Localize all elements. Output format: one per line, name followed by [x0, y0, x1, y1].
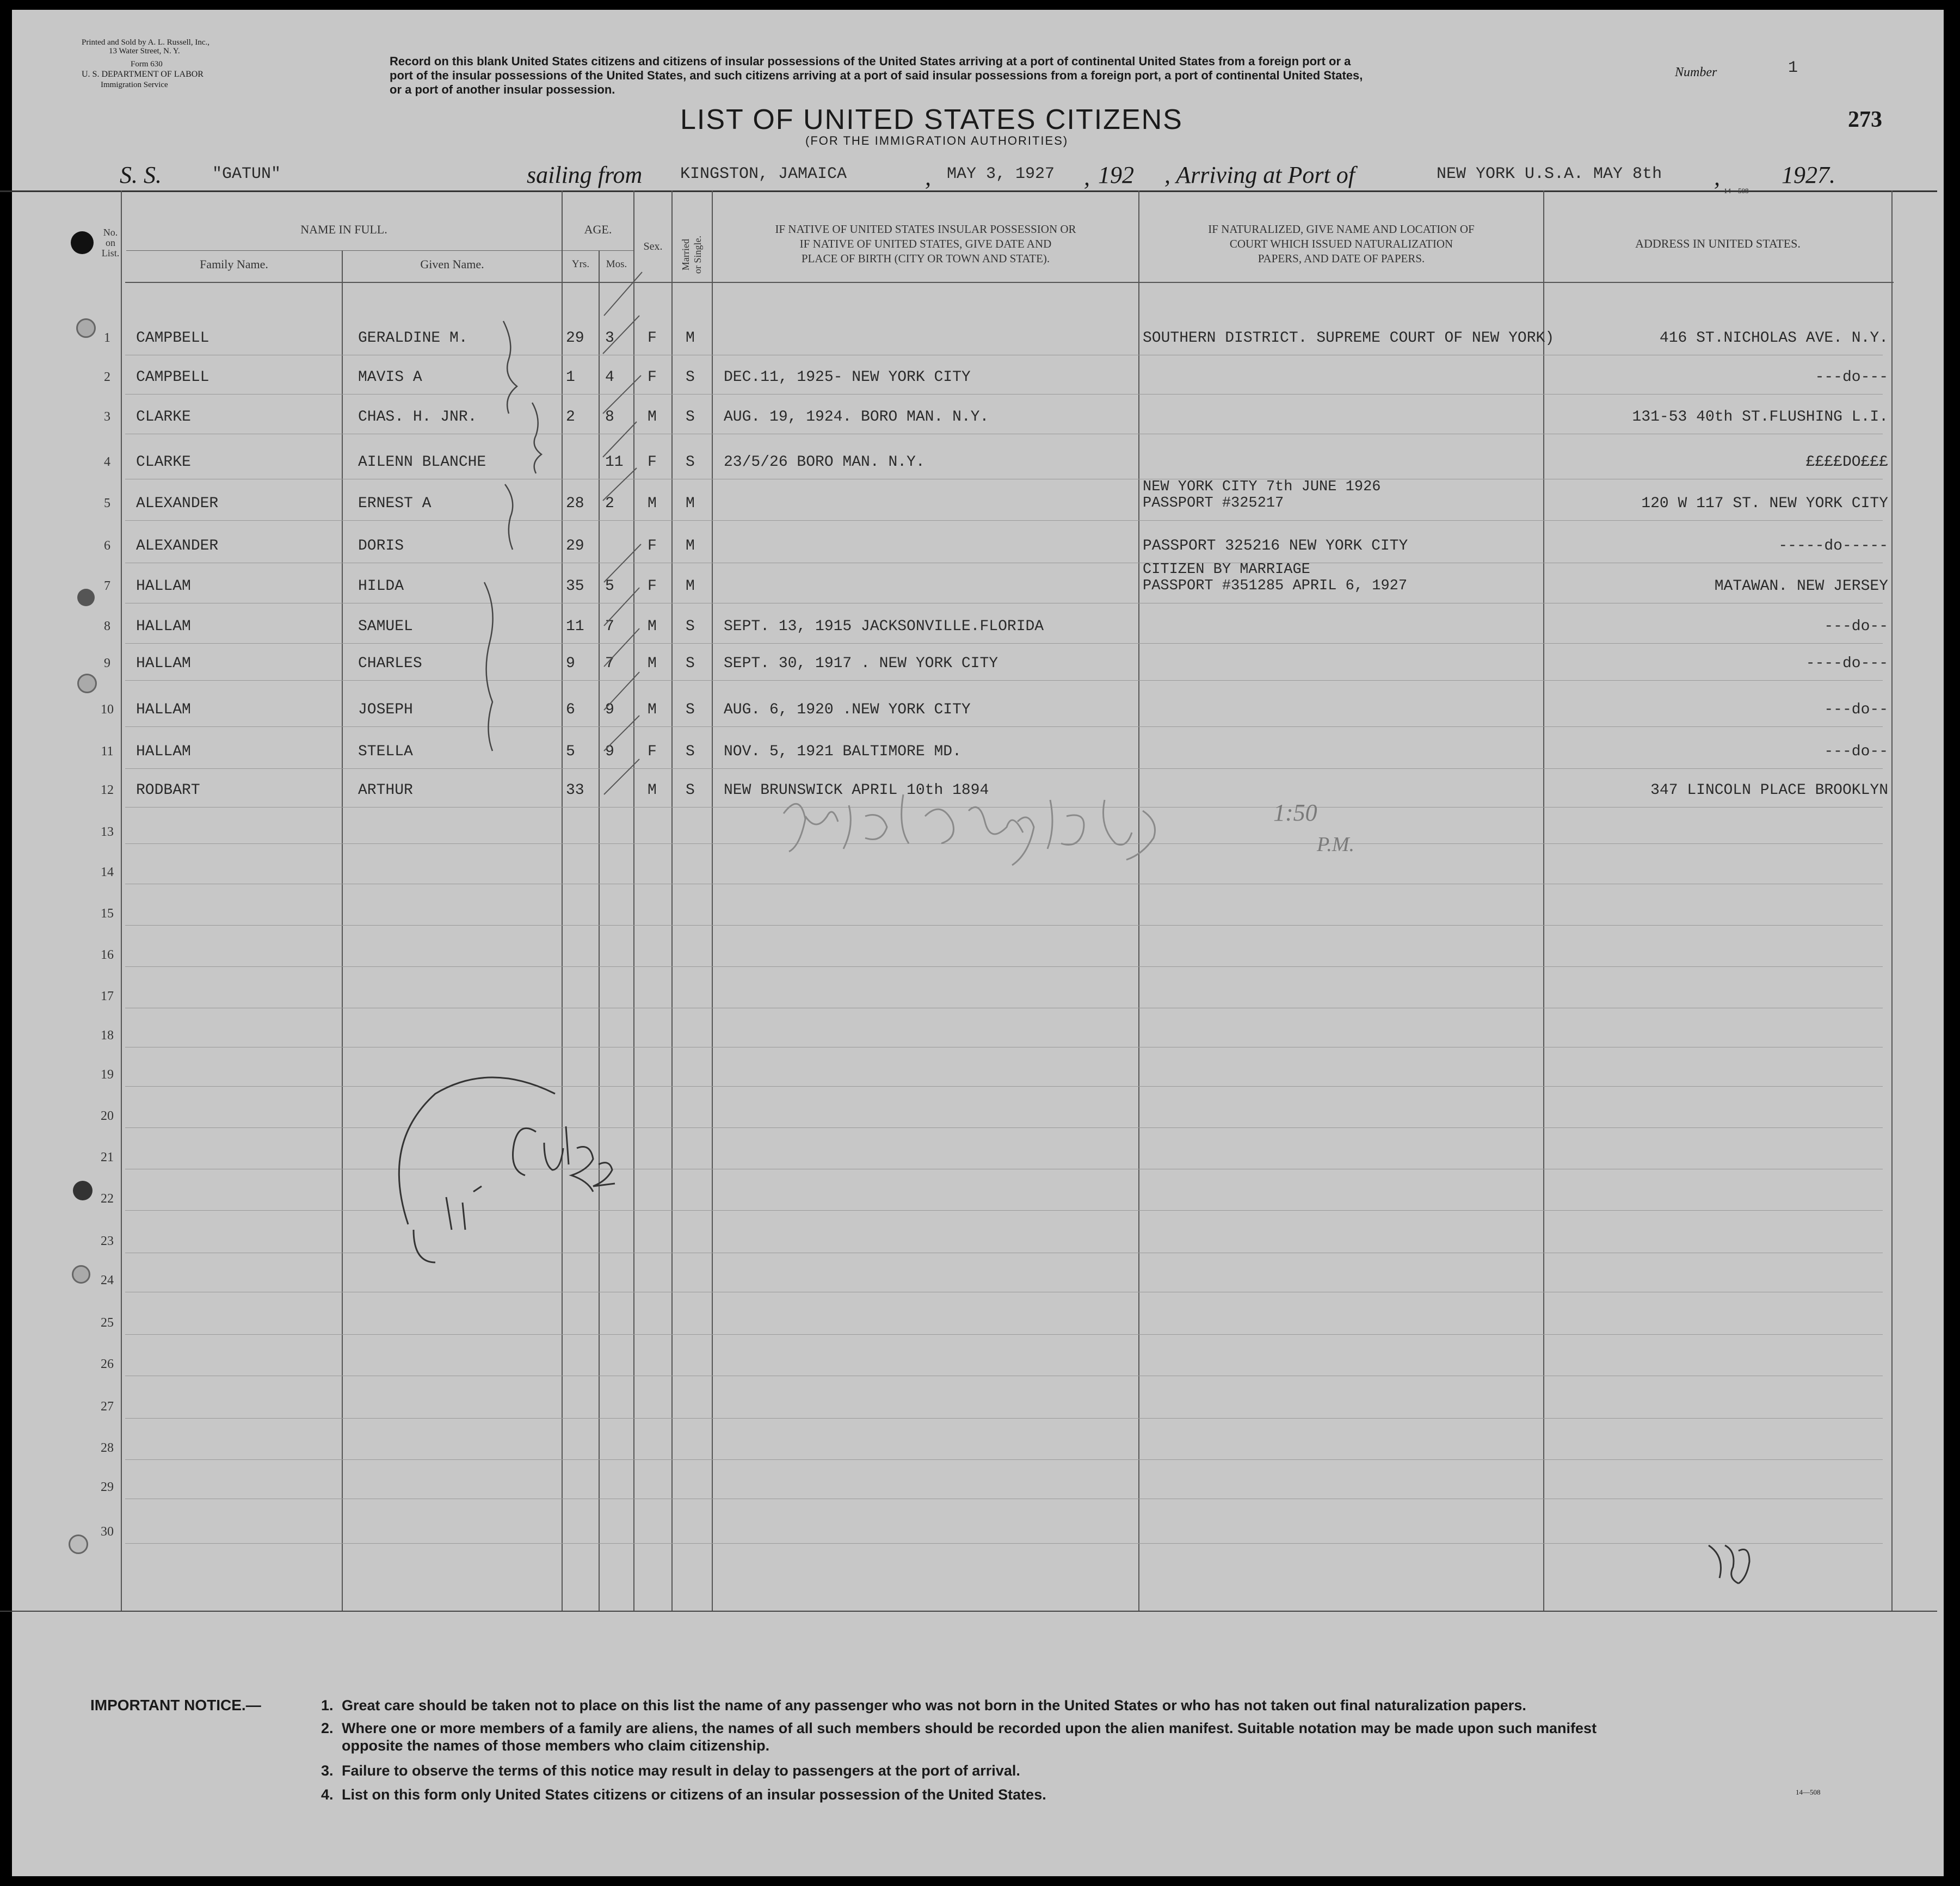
col-age: AGE. [584, 223, 612, 236]
cell-mos: 2 [605, 495, 614, 512]
cell-ms: S [686, 409, 695, 426]
sailing-date: MAY 3, 1927 [947, 165, 1055, 183]
cell-sex: F [648, 369, 657, 386]
row-number: 15 [101, 907, 114, 921]
col-given-name: Given Name. [420, 257, 484, 271]
naturalization-line: PASSPORT #351285 APRIL 6, 1927 [1143, 578, 1408, 594]
row-number: 30 [101, 1525, 114, 1539]
cell-mos: 7 [605, 618, 614, 635]
cell-yrs: 35 [566, 578, 584, 595]
page-number: 273 [1848, 107, 1882, 132]
notice-text: opposite the names of those members who claim citizenship. [342, 1737, 770, 1754]
notice-text: Failure to observe the terms of this notice may result in delay to passengers at the port of arrival. [342, 1762, 1020, 1779]
cell-mos: 7 [605, 655, 614, 672]
row-number: 14 [101, 865, 114, 879]
cell-family: ALEXANDER [136, 538, 219, 554]
cell-yrs: 29 [566, 538, 584, 554]
cell-addr: 131-53 40th ST.FLUSHING L.I. [1632, 409, 1888, 426]
cell-yrs: 9 [566, 655, 575, 672]
header-text: or Single. [692, 236, 703, 274]
cell-given: STELLA [358, 743, 413, 760]
cell-given: ERNEST A [358, 495, 432, 512]
form-subtitle: (FOR THE IMMIGRATION AUTHORITIES) [805, 134, 1069, 147]
row-number: 24 [101, 1273, 114, 1287]
row-number: 22 [101, 1192, 114, 1206]
cell-yrs: 11 [566, 618, 584, 635]
notice-num: 1. [321, 1697, 334, 1714]
cell-sex: M [648, 409, 657, 426]
cell-ms: S [686, 369, 695, 386]
cell-yrs: 1 [566, 369, 575, 386]
cell-given: SAMUEL [358, 618, 413, 635]
cell-addr: 347 LINCOLN PLACE BROOKLYN [1650, 782, 1888, 799]
cell-birth: AUG. 6, 1920 .NEW YORK CITY [724, 701, 971, 718]
row-number: 3 [104, 410, 110, 424]
number-value: 1 [1788, 59, 1798, 77]
notice-num: 2. [321, 1720, 334, 1736]
printer-line: Printed and Sold by A. L. Russell, Inc., [82, 38, 209, 47]
notice-text: Where one or more members of a family are aliens, the names of all such members should be recorded upon the alien manifest. Suitable notation may be made upon such manifest [342, 1720, 1597, 1736]
cell-sex: F [648, 743, 657, 760]
sailing-from-label: sailing from [527, 162, 643, 188]
col-address: ADDRESS IN UNITED STATES. [1635, 237, 1801, 250]
cell-addr: ---do-- [1824, 743, 1888, 760]
cell-ms: M [686, 578, 695, 595]
punch-hole [76, 318, 96, 338]
header-text: Married [680, 239, 691, 270]
cell-birth: DEC.11, 1925- NEW YORK CITY [724, 369, 971, 386]
naturalization-line: PASSPORT #325217 [1143, 495, 1284, 511]
cell-nat: PASSPORT 325216 NEW YORK CITY [1143, 538, 1408, 554]
header-text: IF NATIVE OF UNITED STATES, GIVE DATE AND [799, 237, 1052, 250]
cell-ms: M [686, 330, 695, 347]
record-line: Record on this blank United States citizens and citizens of insular possessions of the United States arriving at a port of continental United States from a foreign port or a [390, 54, 1351, 68]
arrival-year: 1927. [1782, 162, 1835, 188]
header-text: PLACE OF BIRTH (CITY OR TOWN AND STATE). [801, 252, 1050, 265]
inspector-signature [784, 794, 1155, 865]
cell-addr: 416 ST.NICHOLAS AVE. N.Y. [1659, 330, 1888, 347]
cell-ms: S [686, 618, 695, 635]
cell-sex: F [648, 578, 657, 595]
cell-birth: 23/5/26 BORO MAN. N.Y. [724, 454, 925, 471]
punch-hole [71, 231, 94, 254]
row-number: 29 [101, 1480, 114, 1494]
row-number: 5 [104, 496, 110, 510]
punch-hole [69, 1534, 88, 1554]
row-number: 19 [101, 1068, 114, 1082]
cell-given: CHARLES [358, 655, 422, 672]
cell-mos: 9 [605, 701, 614, 718]
punch-hole [72, 1265, 90, 1284]
header-text: IF NATIVE OF UNITED STATES INSULAR POSSESSION OR [775, 223, 1076, 236]
cell-family: CLARKE [136, 409, 191, 426]
row-number: 21 [101, 1150, 114, 1164]
printer-line: Form 630 [131, 60, 163, 69]
cell-yrs: 33 [566, 782, 584, 799]
printer-line: 13 Water Street, N. Y. [109, 47, 180, 56]
form-title: LIST OF UNITED STATES CITIZENS [680, 104, 1183, 135]
col-name-in-full: NAME IN FULL. [300, 223, 387, 236]
cell-yrs: 2 [566, 409, 575, 426]
cell-mos: 9 [605, 743, 614, 760]
cell-mos: 11 [605, 454, 624, 471]
cell-given: CHAS. H. JNR. [358, 409, 477, 426]
header-text: IF NATURALIZED, GIVE NAME AND LOCATION OF [1208, 223, 1475, 236]
cell-sex: M [648, 655, 657, 672]
row-number: 17 [101, 989, 114, 1003]
notice-num: 3. [321, 1762, 334, 1779]
row-number: 10 [101, 702, 114, 717]
col-years: Yrs. [571, 258, 590, 270]
header-text: COURT WHICH ISSUED NATURALIZATION [1229, 237, 1453, 250]
comma: , [925, 164, 931, 190]
cell-ms: S [686, 454, 695, 471]
row-number: 25 [101, 1316, 114, 1330]
cell-sex: M [648, 701, 657, 718]
cell-family: HALLAM [136, 618, 191, 635]
cell-addr: ----do--- [1805, 655, 1888, 672]
row-number: 26 [101, 1357, 114, 1371]
cell-given: DORIS [358, 538, 404, 554]
cell-yrs: 28 [566, 495, 584, 512]
cell-addr: 120 W 117 ST. NEW YORK CITY [1641, 495, 1888, 512]
row-number: 16 [101, 948, 114, 962]
cell-mos: 8 [605, 409, 614, 426]
cell-ms: S [686, 743, 695, 760]
row-number: 11 [101, 744, 114, 759]
arriving-label: , Arriving at Port of [1164, 162, 1355, 188]
cell-birth: AUG. 19, 1924. BORO MAN. N.Y. [724, 409, 989, 426]
cell-addr: ---do-- [1824, 701, 1888, 718]
cell-family: CAMPBELL [136, 369, 209, 386]
record-line: port of the insular possessions of the United States, and such citizens arriving at a port of said insular possessions from a foreign port, a port of continental United States, [390, 69, 1363, 82]
cell-mos: 5 [605, 578, 614, 595]
ss-label: S. S. [120, 162, 162, 188]
cell-ms: S [686, 782, 695, 799]
arrival-port-date: NEW YORK U.S.A. MAY 8th [1437, 165, 1662, 183]
row-number: 18 [101, 1028, 114, 1043]
cell-ms: M [686, 495, 695, 512]
row-number: 4 [104, 455, 110, 469]
cell-given: MAVIS A [358, 369, 422, 386]
cell-addr: ££££DO£££ [1805, 454, 1888, 471]
cell-family: CAMPBELL [136, 330, 209, 347]
col-months: Mos. [606, 258, 627, 270]
row-number: 20 [101, 1109, 114, 1123]
cell-yrs: 6 [566, 701, 575, 718]
notice-text: Great care should be taken not to place on this list the name of any passenger who was not born in the United States or who has not taken out final naturalization papers. [342, 1697, 1526, 1714]
record-line: or a port of another insular possession. [390, 83, 615, 96]
citizen-count-notation [399, 1077, 615, 1262]
cell-family: HALLAM [136, 578, 191, 595]
cell-mos: 4 [605, 369, 614, 386]
cell-birth: NOV. 5, 1921 BALTIMORE MD. [724, 743, 961, 760]
cell-birth: NEW BRUNSWICK APRIL 10th 1894 [724, 782, 989, 799]
cell-family: RODBART [136, 782, 200, 799]
row-number: 13 [101, 825, 114, 839]
cell-addr: ---do--- [1815, 369, 1888, 386]
cell-nat: SOUTHERN DISTRICT. SUPREME COURT OF NEW YORK) [1143, 330, 1555, 347]
cell-ms: M [686, 538, 695, 554]
row-number: 1 [104, 331, 110, 345]
row-number: 12 [101, 783, 114, 797]
cell-sex: M [648, 618, 657, 635]
cell-yrs: 29 [566, 330, 584, 347]
header-text: No. [103, 227, 118, 238]
cell-family: HALLAM [136, 655, 191, 672]
cell-birth: SEPT. 30, 1917 . NEW YORK CITY [724, 655, 999, 672]
header-text: PAPERS, AND DATE OF PAPERS. [1258, 252, 1425, 265]
number-label: Number [1675, 65, 1717, 79]
row-number: 6 [104, 539, 110, 553]
cell-addr: ---do-- [1824, 618, 1888, 635]
cell-family: HALLAM [136, 701, 191, 718]
row-number: 28 [101, 1441, 114, 1455]
cell-given: ARTHUR [358, 782, 413, 799]
cell-sex: F [648, 330, 657, 347]
punch-hole [73, 1181, 93, 1200]
cell-sex: F [648, 538, 657, 554]
cell-sex: F [648, 454, 657, 471]
cell-addr: MATAWAN. NEW JERSEY [1714, 578, 1888, 595]
cell-birth: SEPT. 13, 1915 JACKSONVILLE.FLORIDA [724, 618, 1044, 635]
naturalization-line: CITIZEN BY MARRIAGE [1143, 562, 1310, 578]
punch-hole [77, 674, 97, 693]
cell-family: CLARKE [136, 454, 191, 471]
notice-form-code: 14—508 [1796, 1788, 1821, 1796]
signed-pm: P.M. [1317, 833, 1354, 856]
header-text: on [106, 237, 115, 248]
cell-mos: 3 [605, 330, 614, 347]
row-number: 7 [104, 579, 110, 593]
cell-family: ALEXANDER [136, 495, 219, 512]
printer-line: U. S. DEPARTMENT OF LABOR [82, 70, 204, 79]
cell-addr: -----do----- [1778, 538, 1888, 554]
cell-yrs: 5 [566, 743, 575, 760]
header-text: List. [101, 248, 120, 258]
ship-name: "GATUN" [212, 165, 281, 183]
punch-hole [77, 589, 95, 606]
port-of-departure: KINGSTON, JAMAICA [680, 165, 847, 183]
row-number: 23 [101, 1234, 114, 1248]
cell-ms: S [686, 655, 695, 672]
cell-family: HALLAM [136, 743, 191, 760]
cell-given: JOSEPH [358, 701, 413, 718]
row-number: 8 [104, 619, 110, 633]
cell-sex: M [648, 495, 657, 512]
notice-label: IMPORTANT NOTICE.— [90, 1697, 261, 1714]
stamp-mark [1709, 1545, 1749, 1583]
cell-sex: M [648, 782, 657, 799]
year-printed: 192 [1098, 162, 1134, 188]
notice-num: 4. [321, 1786, 334, 1803]
cell-given: AILENN BLANCHE [358, 454, 486, 471]
row-number: 9 [104, 656, 110, 670]
row-number: 27 [101, 1400, 114, 1414]
cell-ms: S [686, 701, 695, 718]
comma: , [1084, 164, 1090, 190]
col-family-name: Family Name. [200, 257, 268, 271]
comma: , [1714, 164, 1720, 190]
notice-text: List on this form only United States citizens or citizens of an insular possession of the United States. [342, 1786, 1046, 1803]
printer-line: Immigration Service [101, 81, 168, 89]
naturalization-line: NEW YORK CITY 7th JUNE 1926 [1143, 479, 1381, 495]
col-sex: Sex. [643, 241, 663, 252]
cell-given: GERALDINE M. [358, 330, 468, 347]
signed-time: 1:50 [1273, 799, 1317, 826]
cell-given: HILDA [358, 578, 404, 595]
row-number: 2 [104, 370, 110, 384]
